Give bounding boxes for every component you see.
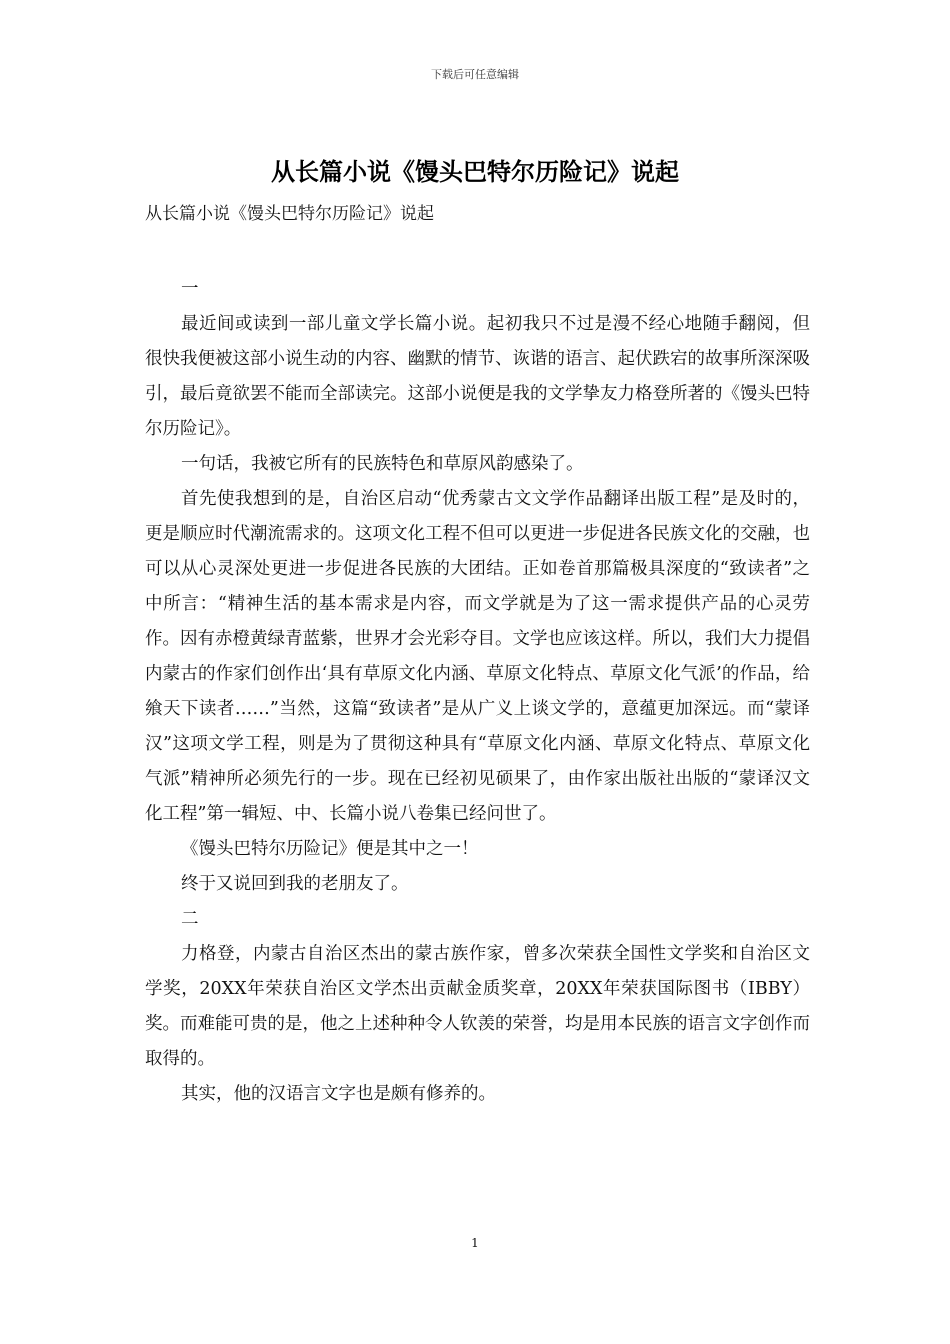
paragraph: 力格登，内蒙古自治区杰出的蒙古族作家，曾多次荣获全国性文学奖和自治区文学奖，20XX年荣获自治区文学杰出贡献金质奖章，20XX年荣获国际图书（IBBY）奖。而难能可贵的是，他之上述种种令人钦羡的荣誉，均是用本民族的语言文字创作而取得的。 — [145, 944, 810, 1069]
paragraph: 其实，他的汉语言文字也是颇有修养的。 — [181, 1084, 496, 1104]
section-heading-two: 二 — [181, 909, 199, 929]
section-heading-one: 一 — [181, 279, 199, 299]
paragraph: 最近间或读到一部儿童文学长篇小说。起初我只不过是漫不经心地随手翻阅，但很快我便被这部小说生动的内容、幽默的情节、诙谐的语言、起伏跌宕的故事所深深吸引，最后竟欲罢不能而全部读完。这部小说便是我的文学挚友力格登所著的《馒头巴特尔历险记》。 — [145, 314, 810, 439]
paragraph: 《馒头巴特尔历险记》便是其中之一！ — [181, 839, 479, 859]
page-header-note: 下载后可任意编辑 — [431, 68, 519, 81]
document-title: 从长篇小说《馒头巴特尔历险记》说起 — [271, 157, 679, 186]
paragraph: 一句话，我被它所有的民族特色和草原风韵感染了。 — [181, 454, 584, 474]
page-number: 1 — [471, 1236, 479, 1250]
paragraph: 首先使我想到的是，自治区启动“优秀蒙古文文学作品翻译出版工程”是及时的，更是顺应时代潮流需求的。这项文化工程不但可以更进一步促进各民族文化的交融，也可以从心灵深处更进一步促进各民族的大团结。正如卷首那篇极具深度的“致读者”之中所言：“精神生活的基本需求是内容，而文学就是为了这一需求提供产品的心灵劳作。因有赤橙黄绿青蓝紫，世界才会光彩夺目。文学也应该这样。所以，我们大力提倡内蒙古的作家们创作出‘具有草原文化内涵、草原文化特点、草原文化气派’的作品，给飨天下读者……”当然，这篇“致读者”是从广义上谈文学的，意蕴更加深远。而“蒙译汉”这项文学工程，则是为了贯彻这种具有“草原文化内涵、草原文化特点、草原文化气派”精神所必须先行的一步。现在已经初见硕果了，由作家出版社出版的“蒙译汉文化工程”第一辑短、中、长篇小说八卷集已经问世了。 — [145, 489, 810, 824]
document-subtitle: 从长篇小说《馒头巴特尔历险记》说起 — [145, 204, 434, 224]
paragraph: 终于又说回到我的老朋友了。 — [181, 874, 409, 894]
body-text — [145, 272, 810, 1112]
